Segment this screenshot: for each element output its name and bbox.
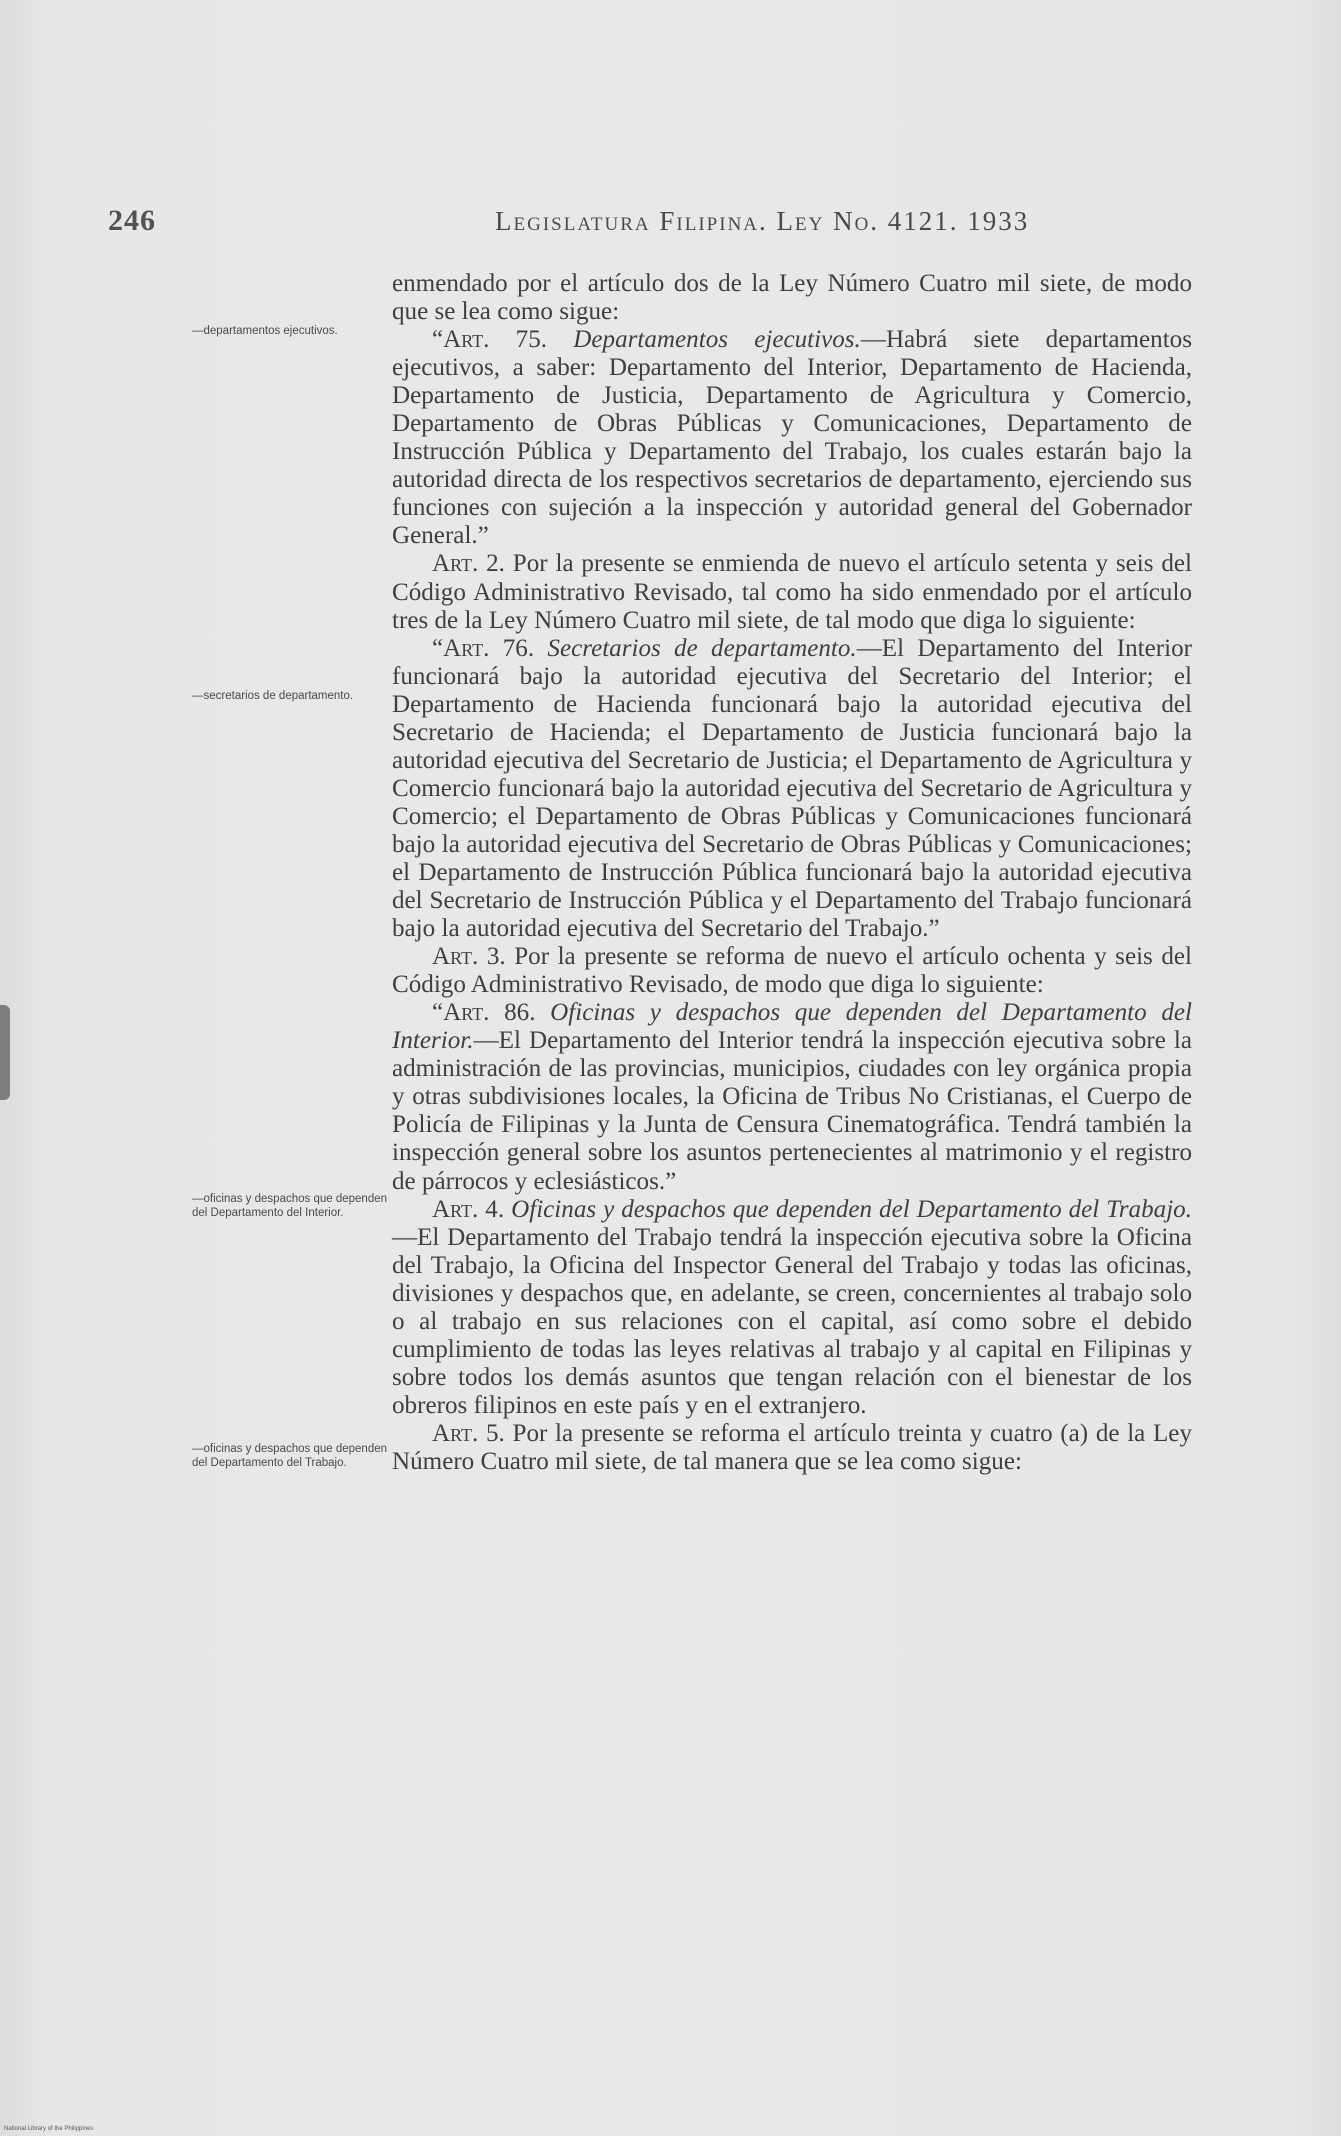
- binding-shadow: [0, 1005, 10, 1100]
- paragraph-art-4: [392, 1196, 1192, 1420]
- sidenote-departamentos: —departamentos ejecutivos.: [192, 325, 338, 337]
- article-label: Art. 4.: [432, 1195, 505, 1223]
- paragraph-art-5: [392, 1420, 1192, 1476]
- scan-footer: National Library of the Philippines: [4, 2126, 94, 2132]
- page-header: [0, 204, 1341, 244]
- paragraph-art-3: [392, 943, 1192, 999]
- sidenote-oficinas-trabajo: —oficinas y despachos que dependen del Departamento del Trabajo.: [192, 1443, 388, 1469]
- article-title: Secretarios de departamento.: [547, 634, 857, 662]
- body-text: [392, 270, 1192, 1476]
- article-label: “Art. 75.: [432, 326, 548, 354]
- article-title: Oficinas y despachos que dependen del Departamento del Trabajo.: [511, 1195, 1192, 1223]
- paragraph-continuation: [392, 270, 1192, 326]
- article-label: Art. 3.: [432, 943, 506, 971]
- sidenote-oficinas-interior: —oficinas y despachos que dependen del Departamento del Interior.: [192, 1193, 388, 1219]
- paragraph-text: —El Departamento del Trabajo tendrá la inspección ejecutiva sobre la Oficina del Trabajo, la Oficina del Inspector General del Trabajo y todas las oficinas, divisiones y despachos que, en adelante, se creen, concernientes al trabajo solo o al trabajo en sus relaciones con el capital, así como sobre el debido cumplimiento de todas las leyes relativas al trabajo y al capital en Filipinas y sobre todos los demás asuntos que tengan relación con el bienestar de los obreros filipinos en este país y en el extranjero.: [392, 1223, 1192, 1419]
- article-label: “Art. 76.: [432, 634, 535, 662]
- article-label: “Art. 86.: [432, 999, 536, 1027]
- paragraph-text: Por la presente se enmienda de nuevo el artículo setenta y seis del Código Administrativo Revisado, tal como ha sido enmendado por el artículo tres de la Ley Número Cuatro mil siete, de tal modo que diga lo siguiente:: [392, 550, 1192, 634]
- sidenote-secretarios: —secretarios de departamento.: [192, 690, 354, 702]
- article-label: Art. 5.: [432, 1419, 505, 1447]
- paragraph-art-76: [392, 635, 1192, 944]
- article-title: Departamentos ejecutivos.: [573, 326, 861, 354]
- article-title: Oficinas y despachos que dependen del Departamento del Interior.: [392, 999, 1192, 1055]
- paragraph-text: —El Departamento del Interior tendrá la inspección ejecutiva sobre la administración de las provincias, municipios, ciudades con ley orgánica propia y otras subdivisiones locales, la Oficina de Tribus No Cristianas, el Cuerpo de Policía de Filipinas y la Junta de Censura Cinematográfica. Tendrá también la inspección general sobre los asuntos pertenecientes al matrimonio y el registro de párrocos y eclesiásticos.”: [392, 1027, 1192, 1195]
- paragraph-text: —El Departamento del Interior funcionará bajo la autoridad ejecutiva del Secretario del Interior; el Departamento de Hacienda funcionará bajo la autoridad ejecutiva del Secretario de Hacienda; el Departamento de Justicia funcionará bajo la autoridad ejecutiva del Secretario de Justicia; el Departamento de Agricultura y Comercio funcionará bajo la autoridad ejecutiva del Secretario de Agricultura y Comercio; el Departamento de Obras Públicas y Comunicaciones funcionará bajo la autoridad ejecutiva del Secretario de Obras Públicas y Comunicaciones; el Departamento de Instrucción Pública funcionará bajo la autoridad ejecutiva del Secretario de Instrucción Pública y el Departamento del Trabajo funcionará bajo la autoridad ejecutiva del Secretario del Trabajo.”: [392, 634, 1192, 943]
- paragraph-text: Por la presente se reforma de nuevo el artículo ochenta y seis del Código Administrativo Revisado, de modo que diga lo siguiente:: [392, 943, 1192, 999]
- paragraph-art-86: [392, 999, 1192, 1195]
- paragraph-art-75: [392, 326, 1192, 550]
- running-title: Legislatura Filipina. Ley No. 4121. 1933: [495, 206, 1030, 236]
- paragraph-text: enmendado por el artículo dos de la Ley Número Cuatro mil siete, de modo que se lea como sigue:: [392, 270, 1192, 326]
- paragraph-text: Por la presente se reforma el artículo treinta y cuatro (a) de la Ley Número Cuatro mil siete, de tal manera que se lea como sigue:: [392, 1419, 1192, 1475]
- paragraph-art-2: [392, 550, 1192, 634]
- paragraph-text: —Habrá siete departamentos ejecutivos, a saber: Departamento del Interior, Departamento de Hacienda, Departamento de Justicia, Departamento de Agricultura y Comercio, Departamento de Obras Públicas y Comunicaciones, Departamento de Instrucción Pública y Departamento del Trabajo, los cuales estarán bajo la autoridad directa de los respectivos secretarios de departamento, ejerciendo sus funciones con sujeción a la inspección y autoridad general del Gobernador General.”: [392, 326, 1192, 550]
- article-label: Art. 2.: [432, 550, 505, 578]
- page-number: 246: [108, 204, 156, 237]
